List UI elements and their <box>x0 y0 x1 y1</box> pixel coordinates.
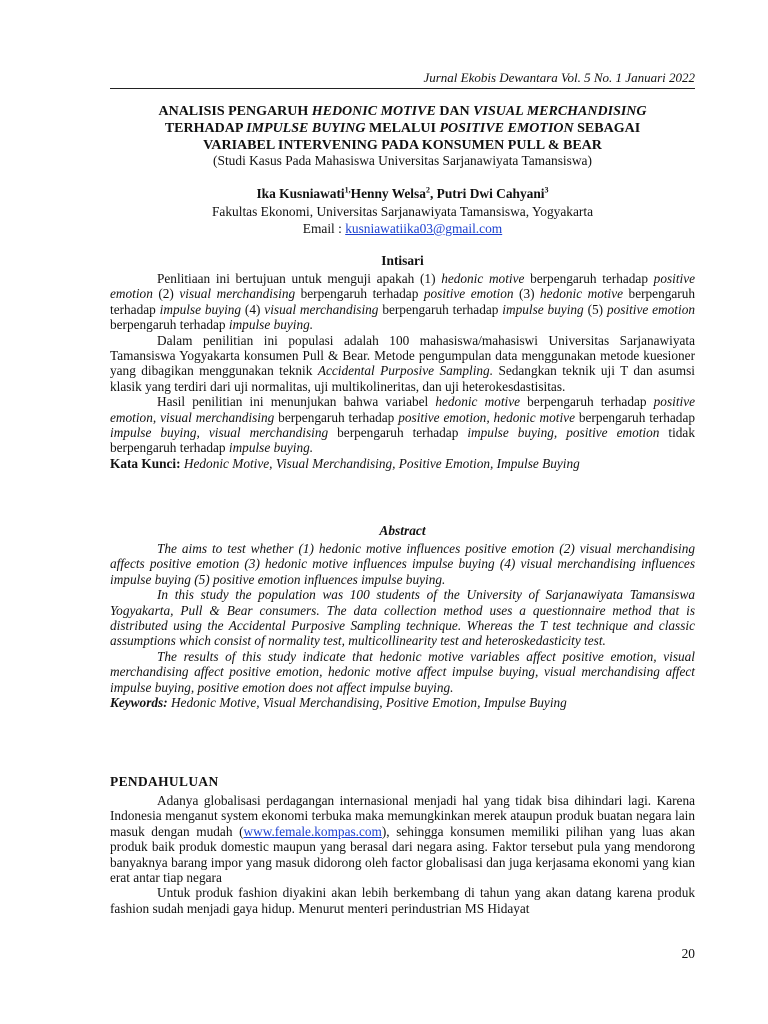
title-text: VARIABEL INTERVENING PADA KONSUMEN PULL & BEAR <box>203 138 602 153</box>
paragraph-text: berpengaruh terhadap <box>274 409 399 425</box>
intisari-paragraph-1 <box>110 271 695 333</box>
author-affil-mark: 1, <box>344 185 351 195</box>
intisari-paragraph-3 <box>110 394 695 456</box>
paragraph-text: (5) <box>583 301 607 317</box>
paragraph-text: berpengaruh terhadap <box>295 286 424 302</box>
keywords-label: Kata Kunci: <box>110 455 181 471</box>
title-text: VISUAL MERCHANDISING <box>473 104 647 119</box>
abstract-paragraph-2: In this study the population was 100 students of the University of Sarjanawiyata Tamansiswa Yogyakarta, Pull & Bear consumers. The data collection method uses a questionnaire method that is distributed using the Accidental Purposive Sampling technique. Whereas the T test technique and classic assumptions which consist of normality test, multicollinearity test and heteroskedasticity test. <box>110 587 695 649</box>
intisari-heading: Intisari <box>381 253 424 268</box>
paragraph-text: Hasil penilitian ini menunjukan bahwa variabel <box>157 394 436 410</box>
italic-term: positive emotion, hedonic motive <box>398 409 575 425</box>
abstract-body <box>110 541 695 710</box>
italic-term: impulse buying <box>502 301 584 317</box>
italic-term: hedonic motive <box>435 394 521 410</box>
paragraph-text: berpengaruh terhadap <box>520 394 654 410</box>
paper-subtitle: (Studi Kasus Pada Mahasiswa Universitas Sarjanawiyata Tamansiswa) <box>213 153 592 168</box>
title-text: POSITIVE EMOTION <box>439 121 574 136</box>
journal-header: Jurnal Ekobis Dewantara Vol. 5 No. 1 Januari 2022 <box>423 70 695 85</box>
paragraph-text: (2) <box>152 286 180 302</box>
affiliation: Fakultas Ekonomi, Universitas Sarjanawiyata Tamansiswa, Yogyakarta <box>211 204 594 219</box>
pendahuluan-heading: PENDAHULUAN <box>110 774 219 789</box>
author-name: Putri Dwi Cahyani <box>436 186 545 201</box>
italic-term: positive emotion <box>423 286 514 302</box>
title-text: SEBAGAI <box>573 121 641 136</box>
intisari-keywords <box>110 456 695 471</box>
author-list <box>110 186 695 202</box>
email-line <box>110 221 695 237</box>
paragraph-text: berpengaruh terhadap <box>574 409 696 425</box>
intisari-body <box>110 271 695 471</box>
paragraph-text: Sedangkan teknik uji T dan asumsi klasik yang terdiri dari uji normalitas, uji multikolineritas, dan uji heterokesdastisitas. <box>110 363 696 394</box>
paragraph-text: Penlitiaan ini bertujuan untuk menguji apakah (1) <box>157 271 442 286</box>
paragraph-text: berpengaruh terhadap <box>110 317 229 333</box>
page-number: 20 <box>681 946 695 961</box>
paragraph-text: (4) <box>241 301 265 317</box>
italic-term: Accidental Purposive Sampling. <box>317 363 494 379</box>
pendahuluan-paragraph-1 <box>110 793 695 885</box>
paragraph-text: ), sehingga konsumen memiliki pilihan yang luas akan produk baik produk domestic maupun yang berasal dari negara asing. Faktor tersebut pula yang mendorong banyaknya barang impor yang masuk didorong oleh factor globalisasi dan juga kerjasama ekonomi yang kian erat antar tiap negara <box>110 823 695 886</box>
keywords-text: Hedonic Motive, Visual Merchandising, Positive Emotion, Impulse Buying <box>180 455 580 471</box>
paragraph-text: berpengaruh terhadap <box>328 425 468 441</box>
paragraph-text: (3) <box>513 286 541 302</box>
italic-term: impulse buying. <box>228 440 314 456</box>
paragraph-text: berpengaruh terhadap <box>378 301 503 317</box>
author-name: Henny Welsa <box>350 186 426 201</box>
header-rule <box>110 88 695 89</box>
title-text: MELALUI <box>365 121 440 136</box>
abstract-paragraph-3: The results of this study indicate that hedonic motive variables affect positive emotion, visual merchandising affect positive emotion, hedonic motive affect impulse buying, visual merchandising affect impulse buying, positive emotion does not affect impulse buying. <box>110 648 695 695</box>
italic-term: visual merchandising <box>179 286 296 302</box>
email-label: Email : <box>302 221 346 236</box>
paragraph-text: berpengaruh terhadap <box>110 286 696 317</box>
author-affil-mark: 2 <box>425 185 430 195</box>
italic-term: visual merchandising <box>264 301 379 317</box>
pendahuluan-paragraph-2: Untuk produk fashion diyakini akan lebih berkembang di tahun yang akan datang karena produk fashion sudah menjadi gaya hidup. Menurut menteri perindustrian MS Hidayat <box>110 885 695 916</box>
italic-term: impulse buying <box>159 301 242 317</box>
abstract-keywords <box>110 695 695 710</box>
paragraph-text: tidak berpengaruh terhadap <box>110 425 695 456</box>
italic-term: impulse buying, positive emotion <box>467 425 660 441</box>
paragraph-text: berpengaruh terhadap <box>524 271 654 286</box>
paragraph-text: Adanya globalisasi perdagangan internasional menjadi hal yang tidak bisa dihindari lagi. Karena Indonesia menganut system ekonomi terbuka maka memungkinkan merek ataupun produk buatan negara lain masuk dengan mudah ( <box>110 793 695 839</box>
pendahuluan-body <box>110 793 695 916</box>
title-text: IMPULSE BUYING <box>246 121 366 136</box>
italic-term: positive emotion <box>110 271 696 302</box>
keywords-label: Keywords: <box>110 695 168 711</box>
title-text: HEDONIC MOTIVE <box>311 104 436 119</box>
intisari-paragraph-2 <box>110 333 695 395</box>
italic-term: hedonic motive <box>441 271 525 286</box>
italic-term: impulse buying. <box>228 317 314 333</box>
email-link[interactable]: kusniawatiika03@gmail.com <box>345 221 503 236</box>
author-affil-mark: 3 <box>544 185 549 195</box>
keywords-text: Hedonic Motive, Visual Merchandising, Positive Emotion, Impulse Buying <box>167 695 567 711</box>
italic-term: positive emotion, visual merchandising <box>110 394 696 425</box>
paper-title <box>110 103 695 154</box>
abstract-heading: Abstract <box>379 523 426 538</box>
title-text: ANALISIS PENGARUH <box>158 104 312 119</box>
title-text: TERHADAP <box>164 121 247 136</box>
female-kompas-link[interactable]: www.female.kompas.com <box>243 823 382 839</box>
italic-term: impulse buying, visual merchandising <box>110 425 329 441</box>
italic-term: positive emotion <box>606 301 695 317</box>
title-text: DAN <box>435 104 474 119</box>
author-separator: , <box>429 186 437 201</box>
author-name: Ika Kusniawati <box>256 186 345 201</box>
abstract-paragraph-1: The aims to test whether (1) hedonic motive influences positive emotion (2) visual merchandising affects positive emotion (3) hedonic motive influences impulse buying (4) visual merchandising influences impulse buying (5) positive emotion influences impulse buying. <box>110 541 695 587</box>
italic-term: hedonic motive <box>540 286 624 302</box>
paragraph-text: Dalam penilitian ini populasi adalah 100 mahasiswa/mahasiswi Universitas Sarjanawiyata Tamansiswa Yogyakarta konsumen Pull & Bear. Metode pengumpulan data menggunakan metode kuesioner yang dibagikan menggunakan teknik <box>110 332 695 379</box>
